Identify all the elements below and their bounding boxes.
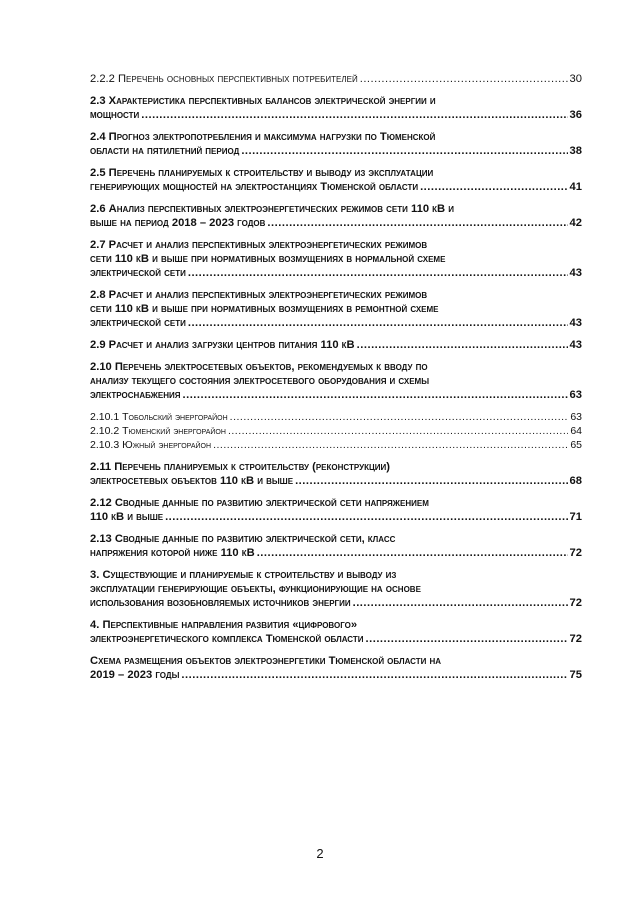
toc-entry-line bbox=[90, 668, 582, 682]
toc-entry-line bbox=[90, 266, 582, 280]
toc-entry-line bbox=[90, 424, 582, 438]
toc-entry-title: сети 110 кВ и выше при нормативных возмущениях в ремонтной схеме bbox=[90, 303, 439, 315]
toc-entry-line bbox=[90, 302, 582, 316]
toc-entry-title: Схема размещения объектов электроэнергетики Тюменской области на bbox=[90, 655, 442, 667]
table-of-contents bbox=[90, 72, 582, 682]
toc-entry-line bbox=[90, 654, 582, 668]
toc-entry-line bbox=[90, 582, 582, 596]
toc-entry-line bbox=[90, 618, 582, 632]
toc-entry-line bbox=[90, 94, 582, 108]
toc-entry-line bbox=[90, 216, 582, 230]
toc-entry-line bbox=[90, 388, 582, 402]
toc-entry-title: выше на период 2018 – 2023 годов bbox=[90, 217, 266, 229]
toc-entry-line bbox=[90, 438, 582, 452]
toc-entry-line bbox=[90, 166, 582, 180]
toc-entry-line bbox=[90, 596, 582, 610]
toc-entry-line bbox=[90, 496, 582, 510]
toc-dot-leader bbox=[181, 668, 567, 682]
toc-entry[interactable] bbox=[90, 202, 582, 230]
toc-entry-title: 2.10.3 Южный энергорайон bbox=[90, 439, 212, 451]
toc-entry-title: использования возобновляемых источников энергии bbox=[90, 597, 351, 609]
toc-dot-leader bbox=[165, 510, 567, 524]
toc-entry-line bbox=[90, 460, 582, 474]
toc-entry-line bbox=[90, 252, 582, 266]
toc-entry[interactable] bbox=[90, 288, 582, 330]
toc-entry-title: 2.10.2 Тюменский энергорайон bbox=[90, 425, 226, 437]
toc-entry-line bbox=[90, 316, 582, 330]
toc-page-number: 63 bbox=[569, 389, 582, 401]
toc-entry-title: анализу текущего состояния электросетевого оборудования и схемы bbox=[90, 375, 430, 387]
toc-entry-title: 2.11 Перечень планируемых к строительству (реконструкции) bbox=[90, 461, 391, 473]
toc-dot-leader bbox=[295, 474, 567, 488]
toc-dot-leader bbox=[141, 108, 567, 122]
toc-entry[interactable] bbox=[90, 338, 582, 352]
toc-dot-leader bbox=[357, 338, 568, 352]
toc-entry[interactable] bbox=[90, 72, 582, 86]
toc-dot-leader bbox=[188, 266, 568, 280]
toc-dot-leader bbox=[366, 632, 568, 646]
toc-dot-leader bbox=[241, 144, 567, 158]
toc-entry[interactable] bbox=[90, 238, 582, 280]
toc-page-number: 41 bbox=[569, 181, 582, 193]
toc-entry[interactable] bbox=[90, 654, 582, 682]
toc-entry-line bbox=[90, 374, 582, 388]
toc-page-number: 42 bbox=[569, 217, 582, 229]
toc-entry-line bbox=[90, 568, 582, 582]
toc-entry-line bbox=[90, 130, 582, 144]
page-number: 2 bbox=[316, 846, 324, 861]
toc-dot-leader bbox=[230, 410, 569, 424]
toc-entry-title: 4. Перспективные направления развития «цифрового» bbox=[90, 619, 358, 631]
toc-entry-title: эксплуатации генерирующие объекты, функционирующие на основе bbox=[90, 583, 421, 595]
toc-subentry[interactable] bbox=[90, 438, 582, 452]
toc-page-number: 43 bbox=[569, 267, 582, 279]
toc-entry-line bbox=[90, 474, 582, 488]
toc-entry[interactable] bbox=[90, 568, 582, 610]
toc-dot-leader bbox=[188, 316, 568, 330]
toc-entry-title: области на пятилетний период bbox=[90, 145, 240, 157]
toc-entry[interactable] bbox=[90, 166, 582, 194]
toc-entry-title: электроэнергетического комплекса Тюменской области bbox=[90, 633, 364, 645]
toc-entry-title: электросетевых объектов 110 кВ и выше bbox=[90, 475, 294, 487]
toc-entry[interactable] bbox=[90, 618, 582, 646]
toc-entry-line bbox=[90, 202, 582, 216]
toc-page-number: 72 bbox=[569, 547, 582, 559]
toc-page-number: 71 bbox=[569, 511, 582, 523]
toc-entry-title: 2.6 Анализ перспективных электроэнергетических режимов сети 110 кВ и bbox=[90, 203, 454, 215]
toc-entry-title: 2.3 Характеристика перспективных балансов электрической энергии и bbox=[90, 95, 436, 107]
toc-page-number: 43 bbox=[569, 317, 582, 329]
toc-subentry[interactable] bbox=[90, 424, 582, 438]
toc-entry-line bbox=[90, 108, 582, 122]
toc-dot-leader bbox=[267, 216, 567, 230]
toc-dot-leader bbox=[213, 438, 568, 452]
toc-subentry[interactable] bbox=[90, 410, 582, 424]
toc-page-number: 75 bbox=[569, 669, 582, 681]
toc-page-number: 64 bbox=[570, 425, 582, 437]
toc-entry-title: 2.10.1 Тобольский энергорайон bbox=[90, 411, 228, 423]
toc-dot-leader bbox=[353, 596, 568, 610]
toc-page-number: 72 bbox=[569, 597, 582, 609]
toc-entry-line bbox=[90, 144, 582, 158]
toc-entry[interactable] bbox=[90, 360, 582, 402]
toc-entry-line bbox=[90, 72, 582, 86]
toc-entry-line bbox=[90, 180, 582, 194]
toc-entry[interactable] bbox=[90, 130, 582, 158]
toc-entry-line bbox=[90, 288, 582, 302]
toc-page-number: 36 bbox=[569, 109, 582, 121]
toc-entry-line bbox=[90, 632, 582, 646]
toc-page-number: 68 bbox=[569, 475, 582, 487]
toc-entry-title: электроснабжения bbox=[90, 389, 181, 401]
toc-entry-title: электрической сети bbox=[90, 317, 186, 329]
toc-entry-line bbox=[90, 338, 582, 352]
toc-entry-line bbox=[90, 510, 582, 524]
toc-entry-line bbox=[90, 546, 582, 560]
toc-entry-line bbox=[90, 410, 582, 424]
toc-page-number: 63 bbox=[570, 411, 582, 423]
toc-entry-title: 2.7 Расчет и анализ перспективных электроэнергетических режимов bbox=[90, 239, 428, 251]
toc-dot-leader bbox=[257, 546, 568, 560]
toc-dot-leader bbox=[360, 72, 568, 86]
toc-page-number: 43 bbox=[569, 339, 582, 351]
toc-dot-leader bbox=[228, 424, 568, 438]
toc-entry-title: генерирующих мощностей на электростанциях Тюменской области bbox=[90, 181, 419, 193]
toc-entry-title: 2.13 Сводные данные по развитию электрической сети, класс bbox=[90, 533, 396, 545]
toc-entry-title: 2.5 Перечень планируемых к строительству и выводу из эксплуатации bbox=[90, 167, 434, 179]
toc-entry-title: 2.12 Сводные данные по развитию электрической сети напряжением bbox=[90, 497, 429, 509]
toc-page-number: 65 bbox=[570, 439, 582, 451]
toc-entry-line bbox=[90, 238, 582, 252]
toc-page-number: 30 bbox=[569, 73, 582, 85]
toc-entry[interactable] bbox=[90, 496, 582, 524]
toc-entry[interactable] bbox=[90, 94, 582, 122]
toc-dot-leader bbox=[182, 388, 567, 402]
toc-entry-title: 3. Существующие и планируемые к строительству и выводу из bbox=[90, 569, 397, 581]
toc-entry[interactable] bbox=[90, 460, 582, 488]
toc-entry-line bbox=[90, 532, 582, 546]
toc-entry-title: 2.9 Расчет и анализ загрузки центров питания 110 кВ bbox=[90, 339, 355, 351]
toc-entry-title: сети 110 кВ и выше при нормативных возмущениях в нормальной схеме bbox=[90, 253, 446, 265]
toc-entry-line bbox=[90, 360, 582, 374]
toc-entry-title: 2.2.2 Перечень основных перспективных потребителей bbox=[90, 73, 358, 85]
toc-entry-title: 2.10 Перечень электросетевых объектов, рекомендуемых к вводу по bbox=[90, 361, 428, 373]
toc-entry-title: 2.8 Расчет и анализ перспективных электроэнергетических режимов bbox=[90, 289, 428, 301]
toc-entry-title: 2019 – 2023 годы bbox=[90, 669, 180, 681]
toc-dot-leader bbox=[420, 180, 567, 194]
toc-entry[interactable] bbox=[90, 532, 582, 560]
toc-entry-title: 2.4 Прогноз электропотребления и максимума нагрузки по Тюменской bbox=[90, 131, 436, 143]
toc-entry-title: 110 кВ и выше bbox=[90, 511, 164, 523]
toc-page-number: 38 bbox=[569, 145, 582, 157]
toc-entry-title: напряжения которой ниже 110 кВ bbox=[90, 547, 255, 559]
toc-entry-title: электрической сети bbox=[90, 267, 186, 279]
toc-page-number: 72 bbox=[569, 633, 582, 645]
toc-entry-title: мощности bbox=[90, 109, 140, 121]
